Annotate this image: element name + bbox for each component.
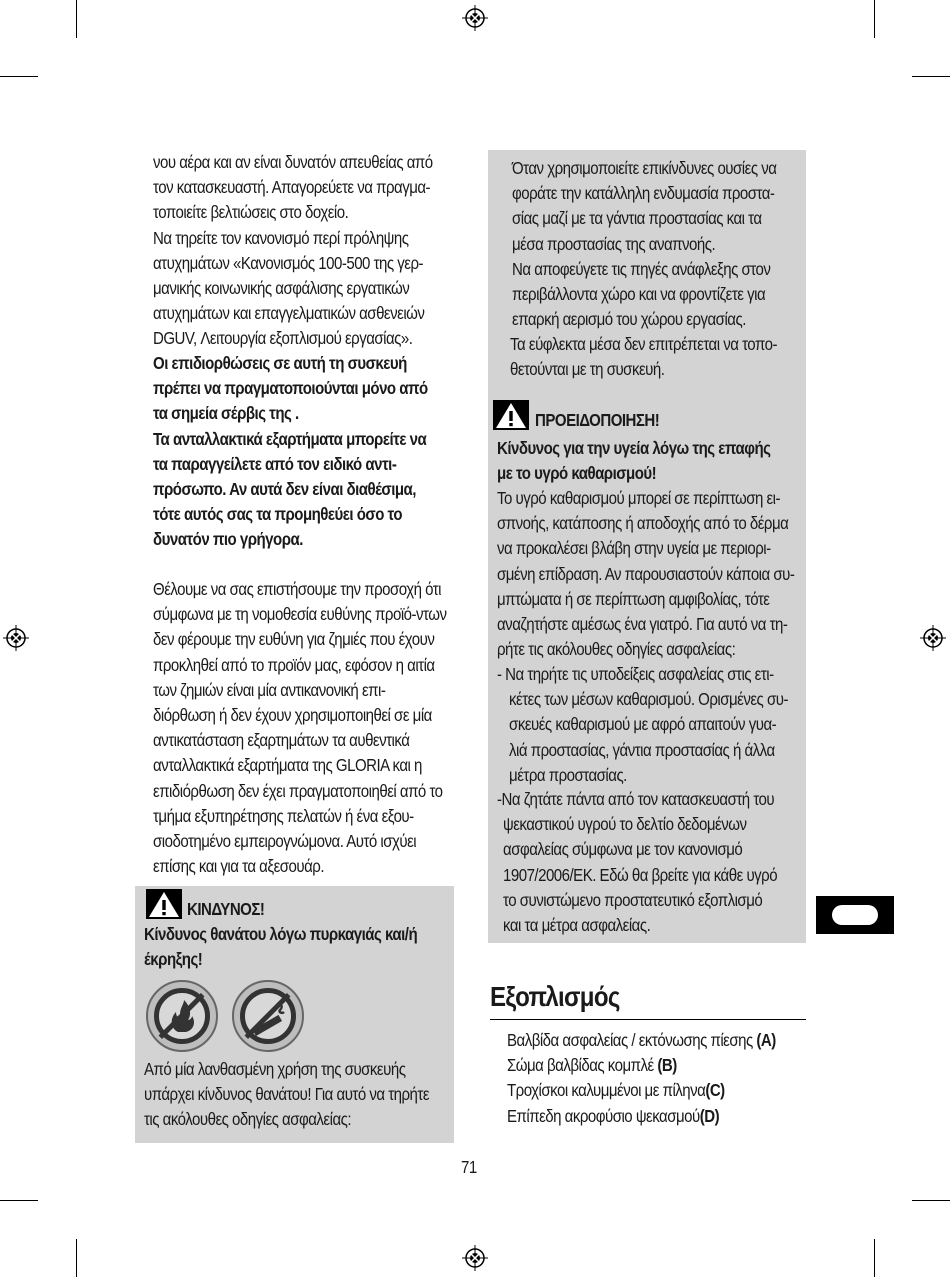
warning-triangle-icon [493,400,529,430]
liability-text [153,577,446,879]
list-item [507,1028,776,1053]
danger-heading: ΚΙΝΔΥΝΟΣ! [187,899,265,919]
registration-mark-icon [462,1245,488,1271]
text-line: προκληθεί από το προϊόν μας, εφόσον η αιτία [153,654,435,675]
no-smoking-icon [232,980,304,1052]
equipment-title: Εξοπλισμός [490,981,620,1012]
equipment-list [507,1028,776,1129]
warning-heading: ΠΡΟΕΙΔΟΠΟΙΗΣΗ! [535,410,660,430]
crop-mark [0,76,38,77]
text-line: Από μία λανθασμένη χρήση της συσκευής [144,1059,406,1079]
text-line: με το υγρό καθαρισμού! [497,463,657,484]
danger-subheading [144,922,417,972]
text-line: μανικής κοινωνικής ασφάλισης εργατικών [153,278,410,299]
text-line: τότε αυτός σας τα προμηθεύει όσο το [153,504,403,525]
text-line: σμένη επίδραση. Αν παρουσιαστούν κάποια συ- [497,563,795,584]
service-notice [153,351,428,553]
danger-body [144,1057,429,1133]
item-ref: (C) [705,1080,725,1101]
text-line: αντικατάσταση εξαρτημάτων τα αυθεντικά [153,730,410,751]
item-ref: (D) [699,1105,720,1126]
text-line: -Να ζητάτε πάντα από τον κατασκευαστή του [497,789,775,809]
text-line: Οι επιδιορθώσεις σε αυτή τη συσκευή [153,353,407,373]
crop-mark [76,0,77,38]
warning-triangle-icon [146,889,182,919]
no-open-flame-icon [146,980,218,1052]
text-line: 1907/2006/ΕΚ. Εδώ θα βρείτε για κάθε υγρό [503,864,778,885]
text-line: υπάρχει κίνδυνος θανάτου! Για αυτό να τηρήτε [144,1084,430,1105]
bullet-item [497,662,788,788]
crop-mark [874,1239,875,1277]
list-item [507,1078,776,1103]
text-line: τις ακόλουθες οδηγίες ασφαλείας: [144,1109,352,1130]
text-line: ασφαλείας σύμφωνα με τον κανονισμό [503,839,743,860]
text-line: το συνιστώμενο προστατευτικό εξοπλισμό [503,889,763,910]
text-line: σιοδοτημένο εμπειρογνώμονα. Αυτό ισχύει [153,831,417,852]
text-line: - Να τηρήτε τις υποδείξεις ασφαλείας στις ετι- [497,664,774,684]
text-line: σκευές καθαρισμού με αφρό απαιτούν γυα- [509,714,777,735]
text-line: Τα εύφλεκτα μέσα δεν επιτρέπεται να τοπο- [510,334,777,354]
page-number: 71 [461,1157,477,1177]
text-line: σίας μαζί με τα γάντια προστασίας και τα [512,208,762,229]
protection-text [512,156,776,332]
item-text: Βαλβίδα ασφαλείας / εκτόνωσης πίεσης [507,1030,757,1050]
danger-box [135,886,454,1143]
language-tab-label [832,905,878,925]
crop-mark [0,1200,38,1201]
text-line: νου αέρα και αν είναι δυνατόν απευθείας από [153,152,433,172]
text-line: δυνατόν πιο γρήγορα. [153,529,303,550]
text-line: πρέπει να πραγματοποιούνται μόνο από [153,378,428,399]
text-line: μέσα προστασίας της αναπνοής. [512,233,716,254]
text-line: τα σημεία σέρβις της . [153,403,299,424]
text-line: Κίνδυνος θανάτου λόγω πυρκαγιάς και/ή [144,924,418,944]
text-line: περιβάλλοντα χώρο και να φροντίζετε για [512,284,766,305]
registration-mark-icon [462,5,488,31]
text-line: επαρκή αερισμό του χώρου εργασίας. [512,309,746,330]
text-line: ψεκαστικού υγρού το δελτίο δεδομένων [503,814,747,835]
text-line: κέτες των μέσων καθαρισμού. Ορισμένες συ- [509,689,788,710]
text-line: δεν φέρουμε την ευθύνη για ζημιές που έχουν [153,629,435,650]
flammable-text [510,332,777,382]
safety-box [488,150,806,943]
text-line: αναζητήστε αμέσως ένα γιατρό. Για αυτό να τη- [497,614,788,635]
text-line: σπνοής, κατάποσης ή αποδοχής από το δέρμα [497,513,789,534]
text-line: DGUV, Λειτουργία εξοπλισμού εργασίας». [153,328,413,349]
bullet-item [497,787,777,938]
text-line: μέτρα προστασίας. [509,764,627,785]
item-text: Επίπεδη ακροφύσιο ψεκασμού [507,1105,700,1126]
text-line: φοράτε την κατάλληλη ενδυμασία προστα- [512,183,775,204]
text-line: τα παραγγείλετε από τον ειδικό αντι- [153,453,397,474]
text-line: έκρηξης! [144,949,203,970]
item-text: Σώμα βαλβίδας κομπλέ [507,1055,658,1076]
item-text: Τροχίσκοι καλυμμένοι με πίληνα [507,1080,706,1101]
text-line: Τα ανταλλακτικά εξαρτήματα μπορείτε να [153,428,427,449]
text-line: και τα μέτρα ασφαλείας. [503,915,651,936]
text-line: πρόσωπο. Αν αυτά δεν είναι διαθέσιμα, [153,479,416,500]
language-tab [816,896,894,934]
text-line: ατυχημάτων «Κανονισμός 100-500 της γερ- [153,252,424,273]
text-line: τον κατασκευαστή. Απαγορεύετε να πραγμα- [153,177,431,198]
crop-mark [912,1200,950,1201]
text-line: τοποιείτε βελτιώσεις στο δοχείο. [153,202,349,223]
item-ref: (A) [756,1030,776,1050]
text-line: ατυχημάτων και επαγγελματικών ασθενειών [153,303,425,324]
text-line: των ζημιών είναι μία αντικανονική επι- [153,679,386,700]
list-item [507,1104,776,1129]
text-line: ρήτε τις ακόλουθες οδηγίες ασφαλείας: [497,639,736,660]
list-item [507,1053,776,1078]
crop-mark [76,1239,77,1277]
text-line: να προκαλέσει βλάβη στην υγεία με περιορι- [497,538,771,559]
text-line: μπτώματα ή σε περίπτωση αμφιβολίας, τότε [497,588,770,609]
text-line: Θέλουμε να σας επιστήσουμε την προσοχή ότι [153,579,442,599]
text-line: επίσης και για τα αξεσουάρ. [153,856,325,877]
text-line: θετούνται με τη συσκευή. [510,359,665,380]
text-line: σύμφωνα με τη νομοθεσία ευθύνης προϊό-ντων [153,604,447,625]
equipment-divider [490,1019,806,1020]
left-intro-text [153,150,433,352]
registration-mark-icon [920,625,946,651]
warning-body [497,486,794,662]
text-line: Να αποφεύγετε τις πηγές ανάφλεξης στον [512,258,771,279]
text-line: ανταλλακτικά εξαρτήματα της GLORIA και η [153,755,422,776]
text-line: διόρθωση ή δεν έχουν χρησιμοποιηθεί σε μία [153,705,432,726]
text-line: επιδιόρθωση δεν έχει πραγματοποιηθεί από το [153,780,443,801]
registration-mark-icon [3,625,29,651]
text-line: Το υγρό καθαρισμού μπορεί σε περίπτωση ει- [497,488,781,508]
text-line: Να τηρείτε τον κανονισμό περί πρόληψης [153,227,409,248]
text-line: λιά προστασίας, γάντια προστασίας ή άλλα [509,739,775,760]
item-ref: (B) [657,1055,677,1076]
warning-subheading [497,436,770,486]
crop-mark [912,76,950,77]
crop-mark [874,0,875,38]
text-line: Όταν χρησιμοποιείτε επικίνδυνες ουσίες να [512,158,777,178]
text-line: Κίνδυνος για την υγεία λόγω της επαφής [497,438,771,458]
text-line: τμήμα εξυπηρέτησης πελατών ή ένα εξου- [153,805,414,826]
